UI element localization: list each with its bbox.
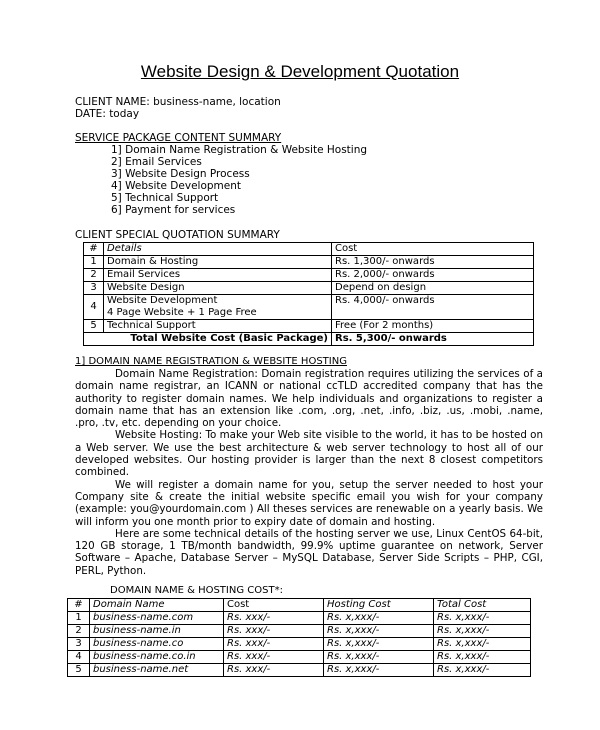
hosting-cost: Rs. x,xxx/- bbox=[324, 664, 434, 677]
table-row bbox=[68, 612, 531, 625]
row-num: 3 bbox=[84, 282, 104, 295]
summary-item: 5] Technical Support bbox=[111, 192, 219, 204]
domain-cost: Rs. xxx/- bbox=[224, 638, 324, 651]
domain-cost: Rs. xxx/- bbox=[224, 651, 324, 664]
table-row bbox=[84, 320, 534, 333]
row-num: 4 bbox=[84, 295, 104, 320]
row-detail-line: 4 Page Website + 1 Page Free bbox=[107, 307, 257, 318]
row-cost: Rs. 1,300/- onwards bbox=[332, 256, 534, 269]
col-header: Total Cost bbox=[434, 599, 531, 612]
row-num: 3 bbox=[68, 638, 90, 651]
document-title: Website Design & Development Quotation bbox=[140, 62, 460, 81]
summary-item: 1] Domain Name Registration & Website Hosting bbox=[111, 144, 368, 156]
total-cost: Rs. x,xxx/- bbox=[434, 651, 531, 664]
col-header: Details bbox=[104, 243, 332, 256]
col-header: Cost bbox=[224, 599, 324, 612]
col-header: # bbox=[68, 599, 90, 612]
domain-cost: Rs. xxx/- bbox=[224, 664, 324, 677]
total-cost: Rs. x,xxx/- bbox=[434, 612, 531, 625]
row-num: 4 bbox=[68, 651, 90, 664]
row-detail: Email Services bbox=[104, 269, 332, 282]
total-cost: Rs. x,xxx/- bbox=[434, 625, 531, 638]
row-cost: Rs. 4,000/- onwards bbox=[332, 295, 534, 320]
summary-item: 4] Website Development bbox=[111, 180, 241, 192]
paragraph: Website Hosting: To make your Web site visible to the world, it has to be hosted on a Web server. We use the best architecture & web server technology to host all of our developed websites. Our hosting provider is larger than the next 8 closest competitors combined. bbox=[75, 429, 543, 479]
summary-item: 3] Website Design Process bbox=[111, 168, 250, 180]
row-detail-line: Website Development bbox=[107, 295, 218, 306]
hosting-cost: Rs. x,xxx/- bbox=[324, 625, 434, 638]
row-detail: Website Design bbox=[104, 282, 332, 295]
domain-cost: Rs. xxx/- bbox=[224, 625, 324, 638]
table-row bbox=[84, 256, 534, 269]
row-num: 1 bbox=[84, 256, 104, 269]
quotation-heading: CLIENT SPECIAL QUOTATION SUMMARY bbox=[75, 229, 280, 241]
quotation-table bbox=[83, 242, 534, 346]
hosting-cost-table bbox=[67, 598, 531, 677]
domain-name: business-name.net bbox=[90, 664, 224, 677]
summary-item: 2] Email Services bbox=[111, 156, 202, 168]
row-detail bbox=[104, 295, 332, 320]
section1-body bbox=[75, 368, 543, 577]
summary-item: 6] Payment for services bbox=[111, 204, 236, 216]
table-row bbox=[68, 625, 531, 638]
row-cost: Rs. 2,000/- onwards bbox=[332, 269, 534, 282]
table-row bbox=[68, 651, 531, 664]
table-row bbox=[84, 282, 534, 295]
table-row bbox=[84, 269, 534, 282]
table-total-row bbox=[84, 333, 534, 346]
row-cost: Depend on design bbox=[332, 282, 534, 295]
table-row bbox=[84, 295, 534, 320]
hosting-cost-heading: DOMAIN NAME & HOSTING COST*: bbox=[110, 585, 283, 596]
table-row bbox=[68, 638, 531, 651]
client-name: CLIENT NAME: business-name, location bbox=[75, 96, 281, 108]
total-cost: Rs. x,xxx/- bbox=[434, 664, 531, 677]
hosting-cost: Rs. x,xxx/- bbox=[324, 638, 434, 651]
total-cost: Rs. x,xxx/- bbox=[434, 638, 531, 651]
row-num: 2 bbox=[68, 625, 90, 638]
section1-heading: 1] DOMAIN NAME REGISTRATION & WEBSITE HOSTING bbox=[75, 356, 347, 367]
hosting-cost: Rs. x,xxx/- bbox=[324, 651, 434, 664]
domain-cost: Rs. xxx/- bbox=[224, 612, 324, 625]
row-detail: Domain & Hosting bbox=[104, 256, 332, 269]
row-num: 5 bbox=[68, 664, 90, 677]
hosting-cost: Rs. x,xxx/- bbox=[324, 612, 434, 625]
table-header-row bbox=[68, 599, 531, 612]
row-num: 1 bbox=[68, 612, 90, 625]
total-label: Total Website Cost (Basic Package) bbox=[84, 333, 332, 346]
col-header: Cost bbox=[332, 243, 534, 256]
total-value: Rs. 5,300/- onwards bbox=[332, 333, 534, 346]
col-header: Hosting Cost bbox=[324, 599, 434, 612]
row-num: 5 bbox=[84, 320, 104, 333]
row-num: 2 bbox=[84, 269, 104, 282]
table-row bbox=[68, 664, 531, 677]
row-cost: Free (For 2 months) bbox=[332, 320, 534, 333]
paragraph: Here are some technical details of the hosting server we use, Linux CentOS 64-bit, 120 GB storage, 1 TB/month bandwidth, 99.9% uptime guarantee on network, Server Software – Apache, Database Server – MySQL Database, Server Side Scripts – PHP, CGI, PERL, Python. bbox=[75, 527, 543, 577]
domain-name: business-name.co.in bbox=[90, 651, 224, 664]
date-line: DATE: today bbox=[75, 108, 140, 120]
domain-name: business-name.in bbox=[90, 625, 224, 638]
col-header: Domain Name bbox=[90, 599, 224, 612]
summary-heading: SERVICE PACKAGE CONTENT SUMMARY bbox=[75, 132, 282, 144]
paragraph: We will register a domain name for you, setup the server needed to host your Company site & create the initial website specific email you wish for your company (example: you@yourdomain.com ) All theses services are renewable on a yearly basis. We will inform you one month prior to expiry date of domain and hosting. bbox=[75, 478, 543, 528]
domain-name: business-name.com bbox=[90, 612, 224, 625]
domain-name: business-name.co bbox=[90, 638, 224, 651]
row-detail: Technical Support bbox=[104, 320, 332, 333]
col-header: # bbox=[84, 243, 104, 256]
paragraph: Domain Name Registration: Domain registration requires utilizing the services of a domain name registrar, an ICANN or national ccTLD accredited company that has the authority to register domain names. We help individuals and organizations to register a domain name that has an extension like .com, .org, .net, .info, .biz, .us, .mobi, .name, .pro, .tv, etc. depending on your choice. bbox=[75, 368, 543, 430]
table-header-row bbox=[84, 243, 534, 256]
